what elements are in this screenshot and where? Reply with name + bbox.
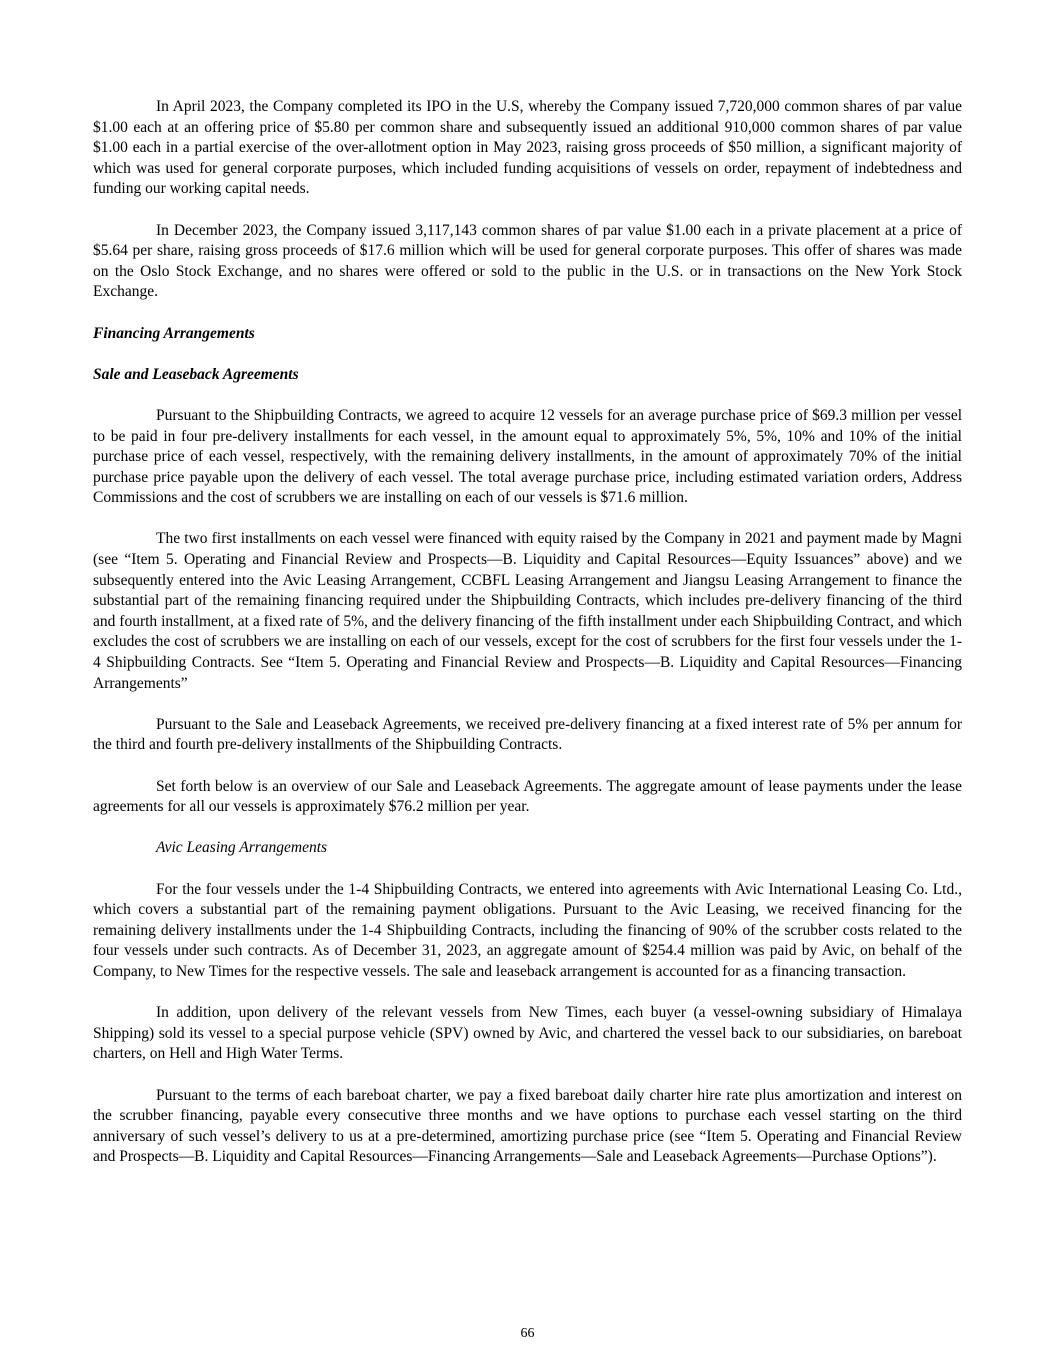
- paragraph-overview: Set forth below is an overview of our Sale and Leaseback Agreements. The aggregate amount of lease payments under the lease agreements for all our vessels is approximately $76.2 million per year.: [93, 777, 962, 816]
- page-number: 66: [520, 1326, 535, 1341]
- paragraph-ipo: In April 2023, the Company completed its IPO in the U.S, whereby the Company issued 7,720,000 common shares of par value $1.00 each at an offering price of $5.80 per common share and subsequently issued an additional 910,000 common shares of par value $1.00 each in a partial exercise of the over-allotment option in May 2023, raising gross proceeds of $50 million, a significant majority of which was used for general corporate purposes, which included funding acquisitions of vessels on order, repayment of indebtedness and funding our working capital needs.: [93, 98, 962, 198]
- paragraph-vessel-delivery: In addition, upon delivery of the relevant vessels from New Times, each buyer (a vessel-owning subsidiary of Himalaya Shipping) sold its vessel to a special purpose vehicle (SPV) owned by Avic, and chartered the vessel back to our subsidiaries, on bareboat charters, on Hell and High Water Terms.: [93, 1004, 962, 1063]
- heading-sale-and-leaseback-agreements: Sale and Leaseback Agreements: [93, 365, 299, 383]
- heading-avic-leasing-arrangements: Avic Leasing Arrangements: [156, 839, 328, 857]
- paragraph-shipbuilding-contracts: Pursuant to the Shipbuilding Contracts, we agreed to acquire 12 vessels for an average purchase price of $69.3 million per vessel to be paid in four pre-delivery installments for each vessel, in the amount equal to approximately 5%, 5%, 10% and 10% of the initial purchase price of each vessel, respectively, with the remaining delivery installments, in the amount of approximately 70% of the initial purchase price payable upon the delivery of each vessel. The total average purchase price, including estimated variation orders, Address Commissions and the cost of scrubbers we are installing on each of our vessels is $71.6 million.: [93, 406, 962, 507]
- paragraph-avic-agreements: For the four vessels under the 1-4 Shipbuilding Contracts, we entered into agreements with Avic International Leasing Co. Ltd., which covers a substantial part of the remaining payment obligations. Pursuant to the Avic Leasing, we received financing for the remaining delivery installments under the 1-4 Shipbuilding Contracts, including the financing of 90% of the scrubber costs related to the four vessels under such contracts. As of December 31, 2023, an aggregate amount of $254.4 million was paid by Avic, on behalf of the Company, to New Times for the respective vessels. The sale and leaseback arrangement is accounted for as a financing transaction.: [93, 880, 962, 980]
- paragraph-first-installments: The two first installments on each vessel were financed with equity raised by the Company in 2021 and payment made by Magni (see “Item 5. Operating and Financial Review and Prospects—B. Liquidity and Capital Resources—Equity Issuances” above) and we subsequently entered into the Avic Leasing Arrangement, CCBFL Leasing Arrangement and Jiangsu Leasing Arrangement to finance the substantial part of the remaining financing required under the Shipbuilding Contracts, which includes pre-delivery financing of the third and fourth installment, at a fixed rate of 5%, and the delivery financing of the fifth installment under each Shipbuilding Contract, and which excludes the cost of scrubbers we are installing on each of our vessels, except for the cost of scrubbers for the first four vessels under the 1-4 Shipbuilding Contracts. See “Item 5. Operating and Financial Review and Prospects—B. Liquidity and Capital Resources—Financing Arrangements”: [93, 530, 962, 692]
- paragraph-bareboat-charter: Pursuant to the terms of each bareboat charter, we pay a fixed bareboat daily charter hire rate plus amortization and interest on the scrubber financing, payable every consecutive three months and we have options to purchase each vessel starting on the third anniversary of such vessel’s delivery to us at a pre-determined, amortizing purchase price (see “Item 5. Operating and Financial Review and Prospects—B. Liquidity and Capital Resources—Financing Arrangements—Sale and Leaseback Agreements—Purchase Options”).: [93, 1086, 962, 1166]
- paragraph-private-placement: In December 2023, the Company issued 3,117,143 common shares of par value $1.00 each in a private placement at a price of $5.64 per share, raising gross proceeds of $17.6 million which will be used for general corporate purposes. This offer of shares was made on the Oslo Stock Exchange, and no shares were offered or sold to the public in the U.S. or in transactions on the New York Stock Exchange.: [93, 221, 962, 301]
- document-page: [93, 97, 962, 1168]
- paragraph-predelivery-financing: Pursuant to the Sale and Leaseback Agreements, we received pre-delivery financing at a fixed interest rate of 5% per annum for the third and fourth pre-delivery installments of the Shipbuilding Contracts.: [93, 715, 962, 754]
- heading-financing-arrangements: Financing Arrangements: [93, 324, 255, 342]
